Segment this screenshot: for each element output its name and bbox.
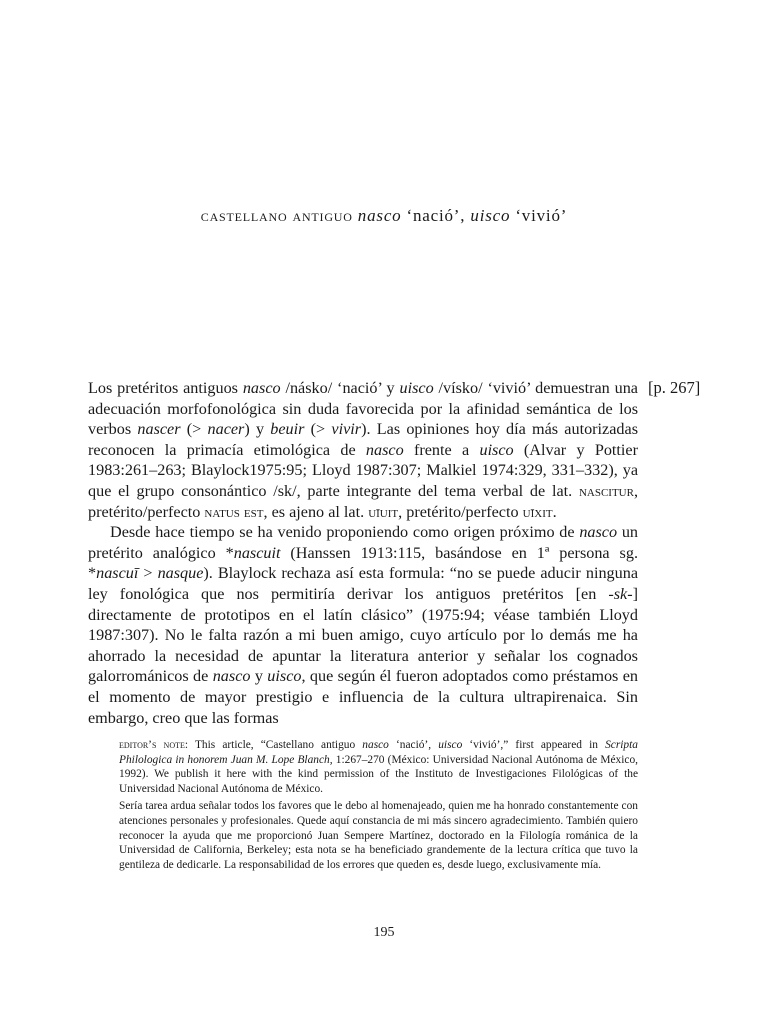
paragraph-1: Los pretéritos antiguos nasco /násko/ ‘nació’ y uisco /vísko/ ‘vivió’ demuestran una adecuación morfofonológica sin duda favorecida por la afinidad semántica de los verbos nascer (> nacer) y beuir (> vivir). Las opiniones hoy día más autorizadas reconocen la primacía etimológica de nasco frente a uisco (Alvar y Pottier 1983:261–263; Blaylock1975:95; Lloyd 1987:307; Malkiel 1974:329, 331–332), ya que el grupo consonántico /sk/, parte integrante del tema verbal de lat. nascitur, pretérito/perfecto natus est, es ajeno al lat. uīuit, pretérito/perfecto uīxit. (88, 379, 638, 521)
title-gloss-nacio: ‘nació’, (406, 206, 466, 225)
title-word-nasco: nasco (357, 206, 402, 225)
page-number: 195 (373, 925, 395, 940)
article-body (88, 378, 638, 728)
paragraph-2: Desde hace tiempo se ha venido proponiendo como origen próximo de nasco un pretérito analógico *nascuit (Hanssen 1913:115, basándose en 1ª persona sg. *nascuī > nasque). Blaylock rechaza así esta formula: “no se puede aducir ninguna ley fonológica que nos permitiría derivar los antiguos pretéritos [en -sk-] directamente de prototipos en el latín clásico” (1975:94; véase también Lloyd 1987:307). No le falta razón a mi buen amigo, cuyo artículo por lo demás me ha ahorrado la necesidad de apuntar la literatura anterior y señalar los cognados galorrománicos de nasco y uisco, que según él fueron adoptados como préstamos en el momento de mayor prestigio e influencia de la cultura ultrapirenaica. Sin embargo, creo que las formas (88, 523, 639, 727)
title-gloss-vivio: ‘vivió’ (515, 206, 568, 225)
title-word-uisco: uisco (470, 206, 511, 225)
editors-note-label: editor’s note: (119, 739, 189, 751)
title-text: castellano antiguo (200, 206, 353, 225)
footnotes (119, 738, 638, 875)
original-page-reference: [p. 267] (648, 378, 701, 397)
article-title (0, 206, 768, 226)
editors-note: editor’s note: This article, “Castellano antiguo nasco ‘nació’, uisco ‘vivió’,” first appeared in Scripta Philologica in honorem Juan M. Lope Blanch, 1:267–270 (México: Universidad Nacional Autónoma de México, 1992). We publish it here with the kind permission of the Instituto de Investigaciones Filológicas of the Universidad Nacional Autónoma de México. (119, 739, 638, 795)
acknowledgements-note: Sería tarea ardua señalar todos los favores que le debo al homenajeado, quien me ha honrado constantemente con atenciones personales y profesionales. Quede aquí constancia de mi más sincero agradecimiento. También quiero reconocer la ayuda que me proporcionó Juan Sempere Martínez, doctorado en la Filología románica de la Universidad de California, Berkeley; esta nota se ha beneficiado grandemente de la lectura crítica que tuvo la gentileza de dedicarle. La responsabilidad de los errores que queden es, desde luego, exclusivamente mía. (119, 800, 638, 871)
